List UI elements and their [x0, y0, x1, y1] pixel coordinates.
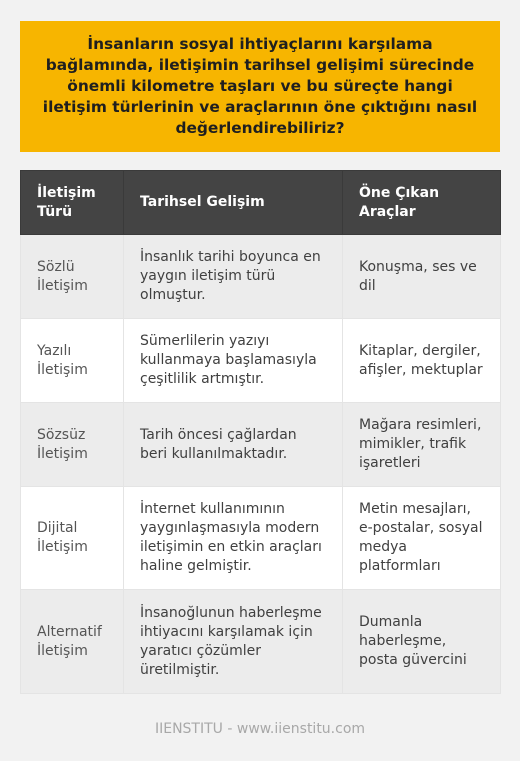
cell-type: Sözlü İletişim [21, 235, 124, 319]
table-row [21, 403, 501, 487]
cell-tools: Dumanla haberleşme, posta güvercini [343, 590, 501, 694]
table-row [21, 590, 501, 694]
cell-tools: Kitaplar, dergiler, afişler, mektuplar [343, 319, 501, 403]
cell-history: İnsanlık tarihi boyunca en yaygın iletişim türü olmuştur. [124, 235, 343, 319]
table-row [21, 487, 501, 590]
cell-type: Dijital İletişim [21, 487, 124, 590]
cell-history: Tarih öncesi çağlardan beri kullanılmaktadır. [124, 403, 343, 487]
cell-type: Alternatif İletişim [21, 590, 124, 694]
header-historical-development: Tarihsel Gelişim [124, 171, 343, 235]
question-banner [20, 21, 500, 152]
table-row [21, 235, 501, 319]
table-row [21, 319, 501, 403]
cell-tools: Mağara resimleri, mimikler, trafik işaretleri [343, 403, 501, 487]
cell-tools: Konuşma, ses ve dil [343, 235, 501, 319]
footer-credit: IIENSTITU - www.iienstitu.com [154, 721, 366, 737]
cell-type: Yazılı İletişim [21, 319, 124, 403]
cell-type: Sözsüz İletişim [21, 403, 124, 487]
cell-history: İnsanoğlunun haberleşme ihtiyacını karşılamak için yaratıcı çözümler üretilmiştir. [124, 590, 343, 694]
cell-history: Sümerlilerin yazıyı kullanmaya başlamasıyla çeşitlilik artmıştır. [124, 319, 343, 403]
header-communication-type: İletişim Türü [21, 171, 124, 235]
communication-table [20, 170, 501, 694]
cell-tools: Metin mesajları, e-postalar, sosyal medya platformları [343, 487, 501, 590]
question-text: İnsanların sosyal ihtiyaçlarını karşılama bağlamında, iletişimin tarihsel gelişimi sürecinde önemli kilometre taşları ve bu süreçte hangi iletişim türlerinin ve araçlarının öne çıktığını nasıl değerlendirebiliriz? [42, 35, 478, 137]
table-header-row [21, 171, 501, 235]
header-prominent-tools: Öne Çıkan Araçlar [343, 171, 501, 235]
cell-history: İnternet kullanımının yaygınlaşmasıyla modern iletişimin en etkin araçları haline gelmiştir. [124, 487, 343, 590]
